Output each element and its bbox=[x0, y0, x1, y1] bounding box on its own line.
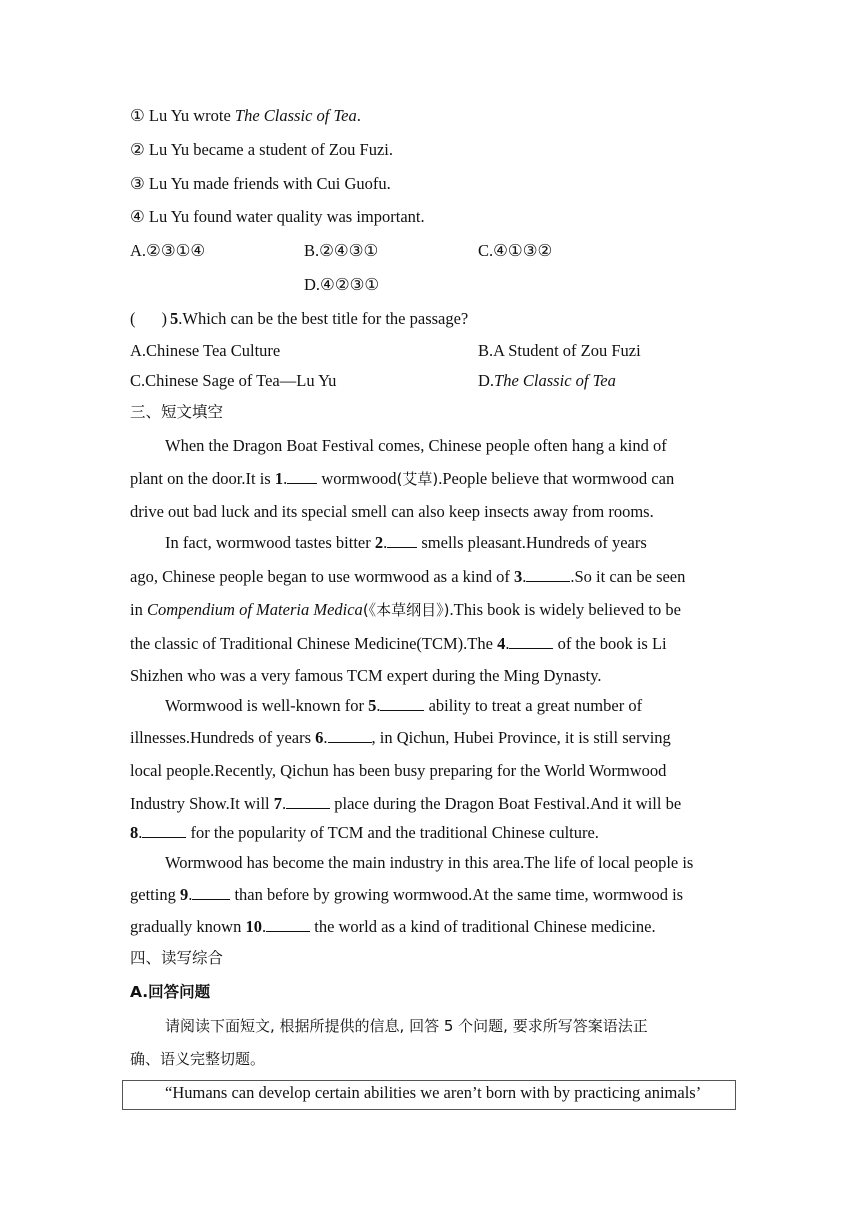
blank-8[interactable] bbox=[142, 823, 186, 838]
instruction-line: 确、语义完整切题。 bbox=[130, 1050, 266, 1068]
blank-10[interactable] bbox=[266, 917, 310, 932]
blank-1[interactable] bbox=[287, 469, 317, 484]
blank-9[interactable] bbox=[192, 885, 230, 900]
blank-5[interactable] bbox=[380, 696, 424, 711]
passage-line: local people.Recently, Qichun has been busy preparing for the World Wormwood bbox=[130, 761, 667, 780]
answer-bracket: ( ) bbox=[130, 309, 167, 328]
order-option-d: D.④②③① bbox=[304, 275, 380, 294]
blank-4[interactable] bbox=[509, 634, 553, 649]
order-option-c: C.④①③② bbox=[478, 241, 553, 260]
section-3-heading: 三、短文填空 bbox=[130, 403, 224, 421]
blank-2[interactable] bbox=[387, 533, 417, 548]
passage-line: drive out bad luck and its special smell can also keep insects away from rooms. bbox=[130, 502, 654, 521]
question-5: ( ) 5.Which can be the best title for the passage? bbox=[130, 309, 469, 328]
passage-line: getting 9. than before by growing wormwood.At the same time, wormwood is bbox=[130, 885, 684, 904]
passage-line: gradually known 10. the world as a kind of traditional Chinese medicine. bbox=[130, 917, 656, 936]
blank-3[interactable] bbox=[526, 567, 570, 582]
blank-6[interactable] bbox=[328, 728, 372, 743]
passage-line: When the Dragon Boat Festival comes, Chinese people often hang a kind of bbox=[165, 436, 667, 455]
passage-line: In fact, wormwood tastes bitter 2. smells pleasant.Hundreds of years bbox=[165, 533, 647, 552]
passage-line: illnesses.Hundreds of years 6. , in Qichun, Hubei Province, it is still serving bbox=[130, 728, 671, 747]
passage-line: plant on the door.It is 1. wormwood(艾草).People believe that wormwood can bbox=[130, 469, 675, 488]
order-option-a: A.②③①④ bbox=[130, 241, 206, 260]
section-4-heading: 四、读写综合 bbox=[130, 949, 224, 967]
section-4a-heading: A.回答问题 bbox=[130, 983, 211, 1001]
q5-option-d: D.The Classic of Tea bbox=[478, 371, 616, 390]
passage-line: in Compendium of Materia Medica(《本草纲目》).This book is widely believed to be bbox=[130, 600, 681, 619]
order-option-b: B.②④③① bbox=[304, 241, 379, 260]
passage-box-text: “Humans can develop certain abilities we aren’t born with by practicing animals’ bbox=[165, 1083, 702, 1102]
q5-option-c: C.Chinese Sage of Tea—Lu Yu bbox=[130, 371, 337, 390]
passage-line: Wormwood has become the main industry in this area.The life of local people is bbox=[165, 853, 694, 872]
passage-line: 8. for the popularity of TCM and the traditional Chinese culture. bbox=[130, 823, 599, 842]
statement-4: ④ Lu Yu found water quality was important. bbox=[130, 207, 425, 226]
passage-line: the classic of Traditional Chinese Medicine(TCM).The 4. of the book is Li bbox=[130, 634, 667, 653]
q5-option-b: B.A Student of Zou Fuzi bbox=[478, 341, 641, 360]
passage-line: Industry Show.It will 7. place during the Dragon Boat Festival.And it will be bbox=[130, 794, 682, 813]
instruction-line: 请阅读下面短文, 根据所提供的信息, 回答 5 个问题, 要求所写答案语法正 bbox=[165, 1017, 648, 1035]
blank-7[interactable] bbox=[286, 794, 330, 809]
statement-2: ② Lu Yu became a student of Zou Fuzi. bbox=[130, 140, 393, 159]
statement-1: ① Lu Yu wrote The Classic of Tea. bbox=[130, 106, 361, 125]
passage-line: Shizhen who was a very famous TCM expert during the Ming Dynasty. bbox=[130, 666, 602, 685]
q5-option-a: A.Chinese Tea Culture bbox=[130, 341, 281, 360]
passage-line: ago, Chinese people began to use wormwood as a kind of 3. .So it can be seen bbox=[130, 567, 686, 586]
passage-line: Wormwood is well-known for 5. ability to treat a great number of bbox=[165, 696, 643, 715]
statement-3: ③ Lu Yu made friends with Cui Guofu. bbox=[130, 174, 391, 193]
